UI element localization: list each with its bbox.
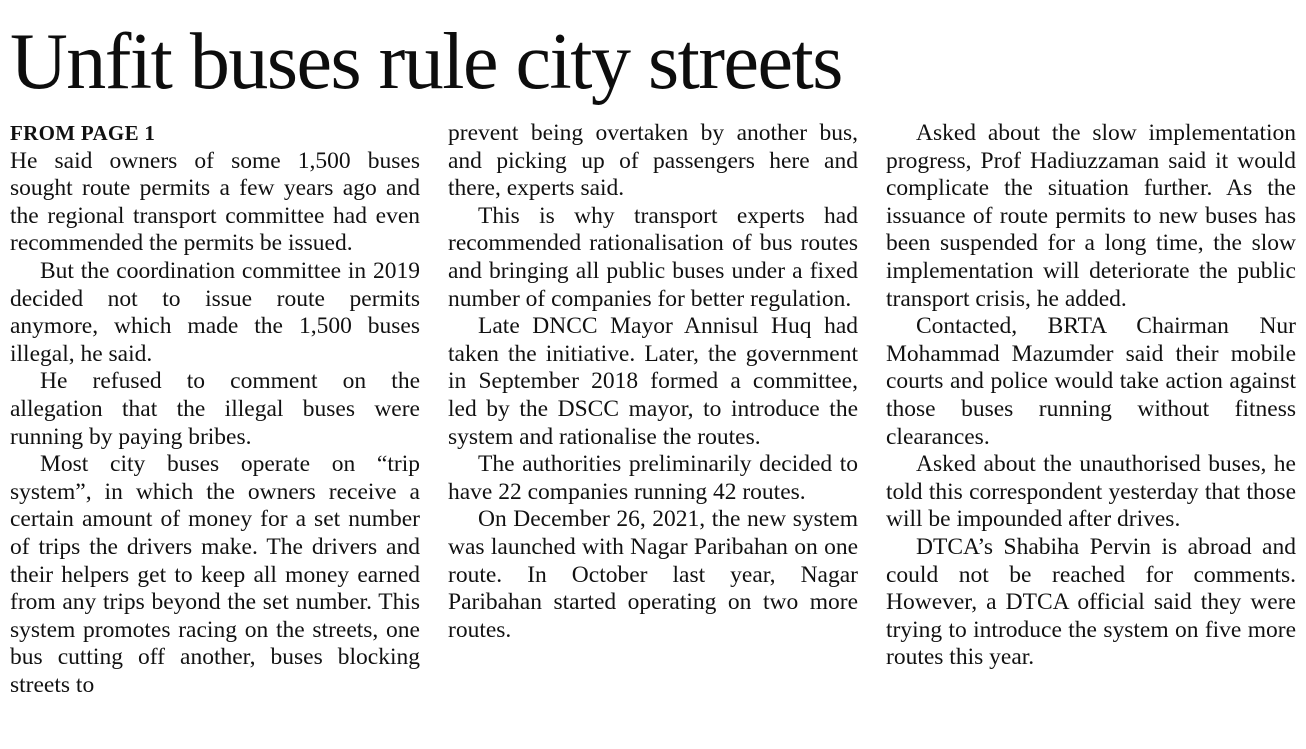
paragraph: Asked about the unauthorised buses, he told this correspondent yesterday that those will be impounded after drives.	[886, 451, 1296, 533]
paragraph: Contacted, BRTA Chairman Nur Mohammad Mazumder said their mobile courts and police would take action against those buses running without fitness clearances.	[886, 313, 1296, 450]
paragraph: The authorities preliminarily decided to have 22 companies running 42 routes.	[448, 451, 858, 505]
article-body	[10, 120, 1296, 744]
paragraph: On December 26, 2021, the new system was launched with Nagar Paribahan on one route. In October last year, Nagar Paribahan started operating on two more routes.	[448, 506, 858, 643]
headline: Unfit buses rule city streets	[10, 18, 842, 106]
paragraph: DTCA’s Shabiha Pervin is abroad and could not be reached for comments. However, a DTCA official said they were trying to introduce the system on five more routes this year.	[886, 533, 1296, 671]
paragraph: This is why transport experts had recommended rationalisation of bus routes and bringing all public buses under a fixed number of companies for better regulation.	[448, 202, 858, 312]
paragraph: Asked about the slow implementation progress, Prof Hadiuzzaman said it would complicate the situation further. As the issuance of route permits to new buses has been suspended for a long time, the slow implementation will deteriorate the public transport crisis, he added.	[886, 120, 1296, 312]
paragraph: He refused to comment on the allegation that the illegal buses were running by paying bribes.	[10, 368, 420, 450]
article-column-3	[886, 120, 1296, 744]
continued-from-page-label: FROM PAGE 1	[10, 121, 156, 145]
article-column-2	[448, 120, 858, 744]
paragraph: Most city buses operate on “trip system”, in which the owners receive a certain amount of money for a set number of trips the drivers make. The drivers and their helpers get to keep all money earned from any trips beyond the set number. This system promotes racing on the streets, one bus cutting off another, buses blocking streets to	[10, 451, 420, 698]
paragraph: prevent being overtaken by another bus, and picking up of passengers here and there, experts said.	[448, 120, 858, 202]
paragraph: He said owners of some 1,500 buses sought route permits a few years ago and the regional transport committee had even recommended the permits be issued.	[10, 147, 420, 257]
article-column-1	[10, 120, 420, 744]
paragraph: Late DNCC Mayor Annisul Huq had taken the initiative. Later, the government in September 2018 formed a committee, led by the DSCC mayor, to introduce the system and rationalise the routes.	[448, 313, 858, 450]
paragraph: But the coordination committee in 2019 decided not to issue route permits anymore, which made the 1,500 buses illegal, he said.	[10, 257, 420, 367]
